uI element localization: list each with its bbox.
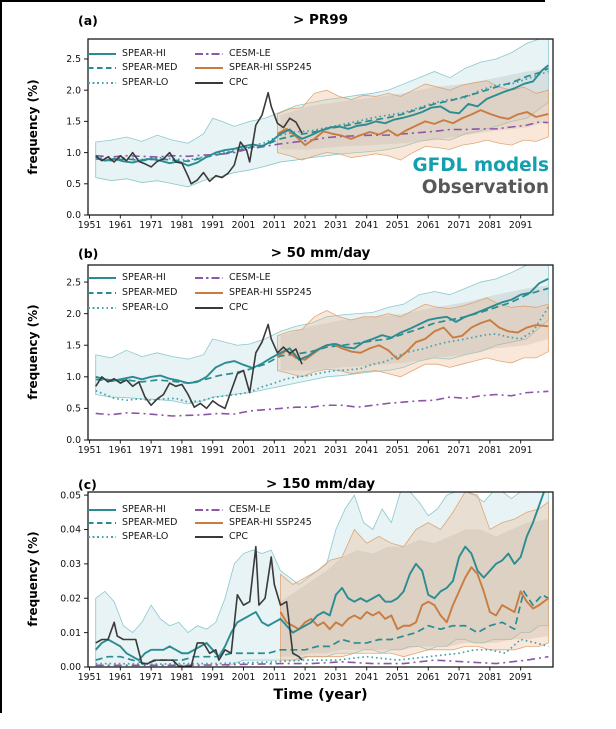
legend-label: SPEAR-HI SSP245 [229, 62, 312, 74]
x-tick-label: 1971 [139, 672, 163, 683]
x-tick-label: 1991 [200, 220, 225, 231]
x-tick-label: 2071 [447, 672, 471, 683]
legend-line-sample-solid [88, 509, 116, 511]
legend-label: SPEAR-MED [122, 517, 178, 529]
x-axis-label: Time (year) [273, 687, 368, 703]
band-ssp245-spread [277, 81, 548, 160]
x-tick-label: 2071 [447, 445, 471, 456]
panel-b-tag: (b) [78, 246, 99, 261]
x-tick-label: 2031 [324, 445, 348, 456]
x-tick-label: 2061 [416, 672, 441, 683]
x-tick-label: 2001 [231, 672, 256, 683]
y-tick-label: 0.0 [66, 210, 81, 222]
legend-line-sample-solid [195, 82, 223, 84]
annotation-gfdl-models: GFDL models [412, 155, 549, 176]
legend-label: SPEAR-HI SSP245 [229, 517, 312, 529]
y-tick-label: 0.02 [60, 593, 81, 605]
panel-c-title: > 150 mm/day [265, 476, 376, 492]
x-tick-label: 1981 [170, 445, 194, 456]
x-tick-label: 1961 [108, 672, 133, 683]
y-tick-label: 2.0 [66, 308, 81, 320]
legend-item-spear-med [88, 518, 177, 528]
x-tick-label: 2031 [324, 672, 348, 683]
x-tick-label: 1951 [77, 445, 102, 456]
panel-b-title: > 50 mm/day [270, 245, 371, 261]
y-tick-label: 0.03 [60, 559, 81, 571]
annotation-observation: Observation [421, 177, 549, 198]
x-tick-label: 2081 [478, 672, 502, 683]
legend-label: SPEAR-HI SSP245 [229, 287, 312, 299]
legend-item-cesm-le [195, 273, 271, 283]
legend-line-sample-dotted [88, 82, 116, 84]
legend-item-spear-hi-ssp245 [195, 518, 312, 528]
x-tick-label: 1961 [108, 220, 133, 231]
legend-item-spear-hi [88, 273, 166, 283]
legend-line-sample-dashdot [195, 53, 223, 55]
legend-item-cpc [195, 78, 248, 88]
legend-label: SPEAR-LO [122, 77, 169, 89]
legend-line-sample-dotted [88, 536, 116, 538]
y-tick-label: 1.0 [66, 147, 81, 159]
legend-item-spear-med [88, 288, 177, 298]
panel-a-tag: (a) [78, 13, 98, 28]
y-tick-label: 2.5 [66, 277, 81, 289]
x-tick-label: 2021 [293, 220, 317, 231]
x-tick-label: 2061 [416, 220, 441, 231]
x-tick-label: 2001 [231, 220, 256, 231]
legend-line-sample-solid [195, 67, 223, 69]
legend-line-sample-dashdot [195, 509, 223, 511]
panel-b-ylabel: frequency (%) [26, 304, 40, 400]
y-tick-label: 1.0 [66, 372, 81, 384]
x-tick-label: 2091 [508, 445, 533, 456]
y-tick-label: 0.0 [66, 435, 81, 447]
legend-item-cpc [195, 532, 248, 542]
panel-c-tag: (c) [78, 477, 97, 492]
legend-line-sample-dashed [88, 292, 116, 294]
legend-label: CESM-LE [229, 272, 271, 284]
legend-item-cesm-le [195, 505, 271, 515]
x-tick-label: 2051 [385, 220, 410, 231]
legend-item-spear-lo [88, 78, 168, 88]
legend-label: CPC [229, 302, 248, 314]
x-tick-label: 2071 [447, 220, 471, 231]
legend-line-sample-dashed [88, 522, 116, 524]
x-tick-label: 2031 [324, 220, 348, 231]
panel-c-ylabel: frequency (%) [26, 531, 40, 627]
x-tick-label: 2081 [478, 445, 502, 456]
legend-label: SPEAR-HI [122, 272, 166, 284]
legend-line-sample-solid [195, 522, 223, 524]
x-tick-label: 2041 [354, 672, 379, 683]
x-tick-label: 2051 [385, 445, 410, 456]
legend-line-sample-dotted [88, 307, 116, 309]
legend-item-spear-hi-ssp245 [195, 63, 312, 73]
legend-item-cpc [195, 303, 248, 313]
legend-item-spear-hi [88, 505, 166, 515]
x-tick-label: 1991 [200, 672, 225, 683]
y-tick-label: 0.5 [66, 178, 81, 190]
legend-label: SPEAR-MED [122, 62, 178, 74]
legend-line-sample-dashed [88, 67, 116, 69]
y-tick-label: 0.5 [66, 403, 81, 415]
y-tick-label: 1.5 [66, 116, 81, 128]
legend-label: SPEAR-LO [122, 302, 169, 314]
legend-item-spear-hi-ssp245 [195, 288, 312, 298]
x-tick-label: 1961 [108, 445, 133, 456]
x-tick-label: 1981 [170, 220, 194, 231]
x-tick-label: 2081 [478, 220, 502, 231]
legend-line-sample-solid [88, 53, 116, 55]
y-tick-label: 0.05 [60, 490, 81, 502]
x-tick-label: 2041 [354, 445, 379, 456]
panel-a-title: > PR99 [292, 12, 349, 28]
y-tick-label: 2.5 [66, 54, 81, 66]
legend-label: CPC [229, 531, 248, 543]
legend-line-sample-solid [195, 292, 223, 294]
y-tick-label: 2.0 [66, 85, 81, 97]
y-tick-label: 0.04 [60, 524, 81, 536]
legend-line-sample-solid [195, 536, 223, 538]
x-tick-label: 2021 [293, 672, 317, 683]
legend-label: SPEAR-HI [122, 504, 166, 516]
screenshot-border-top [0, 0, 545, 2]
x-tick-label: 2021 [293, 445, 317, 456]
x-tick-label: 2091 [508, 220, 533, 231]
x-tick-label: 1971 [139, 220, 163, 231]
y-tick-label: 0.00 [60, 662, 81, 674]
x-tick-label: 1951 [77, 672, 102, 683]
legend-item-spear-lo [88, 303, 168, 313]
legend-item-cesm-le [195, 49, 271, 59]
legend-item-spear-hi [88, 49, 166, 59]
x-tick-label: 2011 [262, 672, 287, 683]
x-tick-label: 2011 [262, 445, 287, 456]
panel-a-ylabel: frequency (%) [26, 79, 40, 175]
y-tick-label: 1.5 [66, 340, 81, 352]
x-tick-label: 2001 [231, 445, 256, 456]
x-tick-label: 2051 [385, 672, 410, 683]
x-tick-label: 2091 [508, 672, 533, 683]
x-tick-label: 2061 [416, 445, 441, 456]
legend-line-sample-solid [88, 277, 116, 279]
x-tick-label: 1981 [170, 672, 194, 683]
y-tick-label: 0.01 [60, 627, 81, 639]
x-tick-label: 1971 [139, 445, 163, 456]
screenshot-border-left [0, 0, 2, 713]
legend-label: CESM-LE [229, 504, 271, 516]
legend-item-spear-med [88, 63, 177, 73]
legend-label: SPEAR-HI [122, 48, 166, 60]
x-tick-label: 1991 [200, 445, 225, 456]
legend-label: SPEAR-MED [122, 287, 178, 299]
legend-line-sample-dashdot [195, 277, 223, 279]
legend-line-sample-solid [195, 307, 223, 309]
legend-label: CPC [229, 77, 248, 89]
x-tick-label: 2041 [354, 220, 379, 231]
x-tick-label: 2011 [262, 220, 287, 231]
x-tick-label: 1951 [77, 220, 102, 231]
legend-label: SPEAR-LO [122, 531, 169, 543]
legend-item-spear-lo [88, 532, 168, 542]
legend-label: CESM-LE [229, 48, 271, 60]
